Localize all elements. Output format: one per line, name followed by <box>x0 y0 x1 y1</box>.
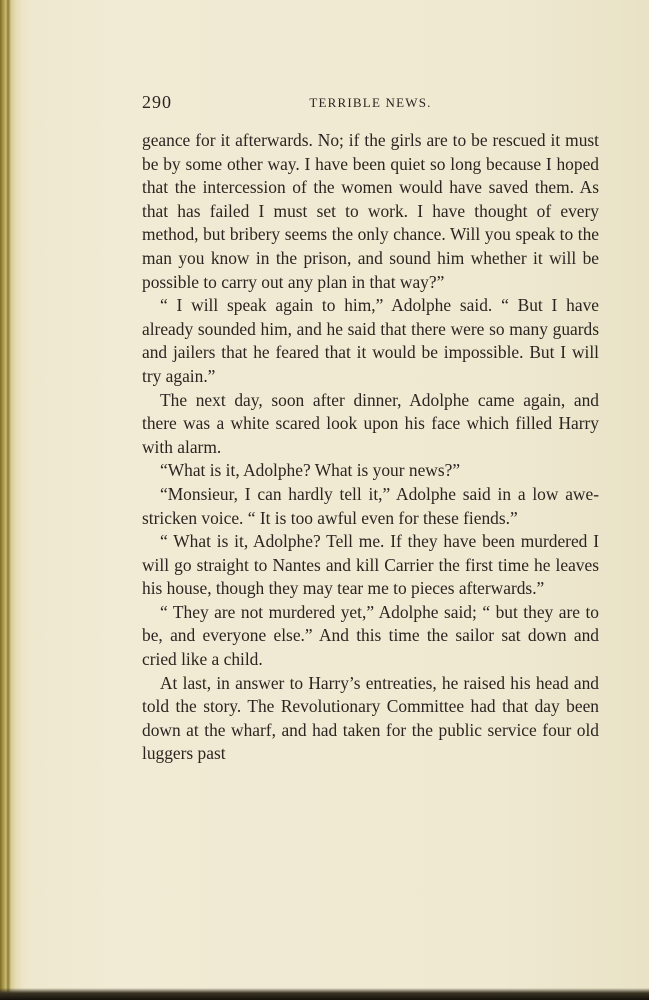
paragraph: geance for it afterwards. No; if the girls are to be rescued it must be by some other way. I have been quiet so long because I hoped that the intercession of the women would have saved them. As that has failed I must set to work. I have thought of every method, but bribery seems the only chance. Will you speak to the man you know in the prison, and sound him whether it will be possible to carry out any plan in that way?” <box>142 130 599 292</box>
paragraph: At last, in answer to Harry’s entreaties, he raised his head and told the story. The Revolutionary Committee had that day been down at the wharf, and had taken for the public service four old luggers past <box>142 672 599 764</box>
page-binding-edge <box>0 0 22 1000</box>
paragraph: “Monsieur, I can hardly tell it,” Adolphe said in a low awe-stricken voice. “ It is too awful even for these fiends.” <box>142 483 599 528</box>
body-text <box>142 129 599 766</box>
paragraph: The next day, soon after dinner, Adolphe came again, and there was a white scared look upon his face which filled Harry with alarm. <box>142 389 599 457</box>
page-header <box>142 92 599 114</box>
page-number: 290 <box>142 92 172 112</box>
page-bottom-edge <box>0 988 649 1000</box>
paragraph: “ They are not murdered yet,” Adolphe said; “ but they are to be, and everyone else.” And this time the sailor sat down and cried like a child. <box>142 601 599 670</box>
paragraph: “ What is it, Adolphe? Tell me. If they have been murdered I will go straight to Nantes and kill Carrier the first time he leaves his house, though they may tear me to pieces afterwards.” <box>142 531 599 599</box>
paragraph: “What is it, Adolphe? What is your news?” <box>160 460 461 481</box>
paragraph: “ I will speak again to him,” Adolphe said. “ But I have already sounded him, and he said that there were so many guards and jailers that he feared that it would be impossible. But I will try again.” <box>142 295 599 386</box>
running-title: TERRIBLE NEWS. <box>309 95 432 110</box>
